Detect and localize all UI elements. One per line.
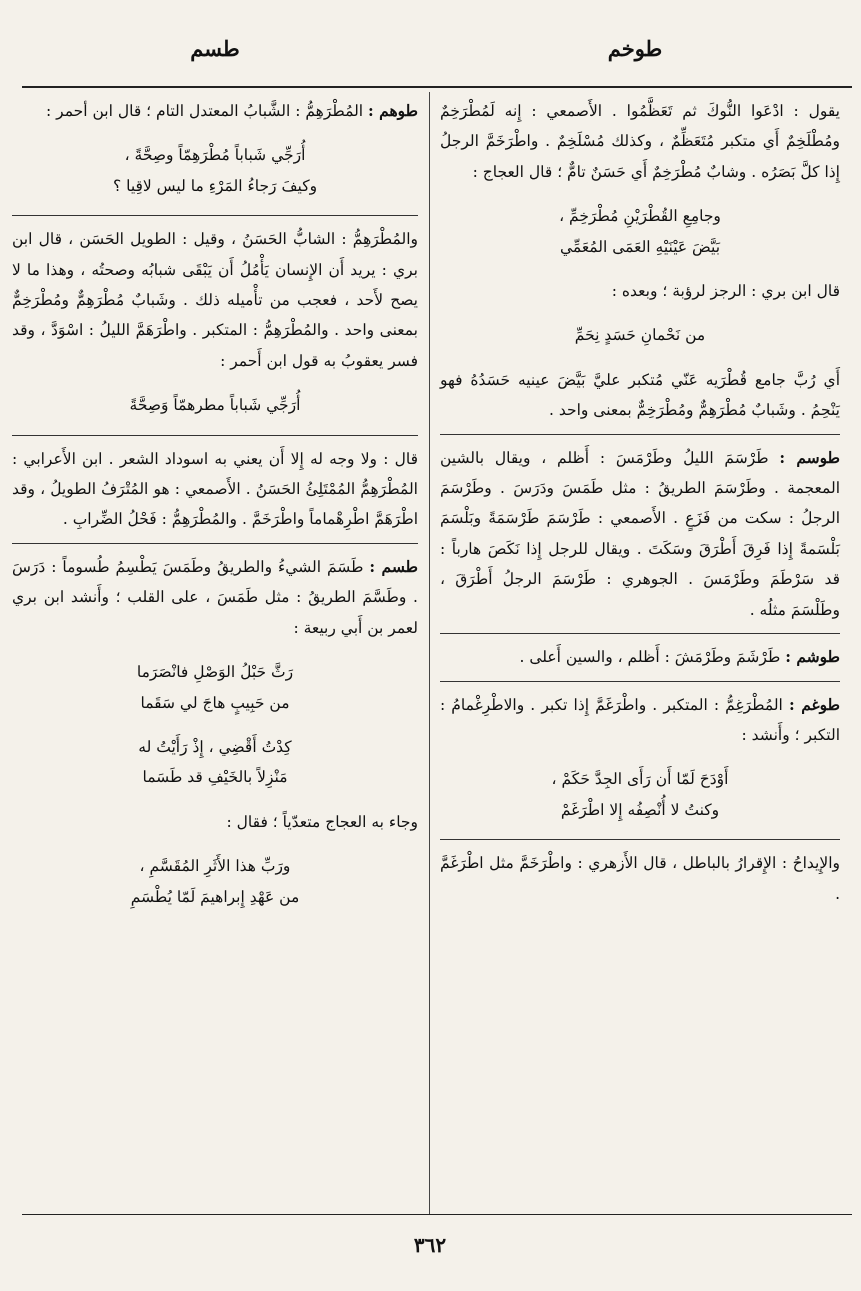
header-rule: [22, 86, 852, 88]
header-left-word: طسم: [190, 36, 240, 61]
entry-separator: [12, 543, 418, 544]
dictionary-entry: [440, 690, 840, 751]
dictionary-entry: [12, 96, 418, 126]
verse-line: أَوْدَحَ لَمّا أَن رَأَى الجِدَّ حَكَمْ ،: [551, 770, 729, 789]
entry-separator: [440, 434, 840, 435]
verse-line: كِدْتُ أَقْضِي ، إِذْ رَأَيْتُ له: [138, 737, 292, 756]
entry-text: المُطْرَغِمُّ : المتكبر . واطْرَغَمَّ إِذا تكبر . والاطْرِغْمامُ : التكبر ؛ وأَنشد :: [440, 695, 840, 744]
header-right-word: طوخم: [607, 36, 663, 61]
verse-line: وكيفَ رَجاءُ المَرْءِ ما ليس لاقِيا ؟: [112, 176, 318, 195]
entry-text: طَرْشَمَ وطَرْمَشَ : أَظلم ، والسين أَعلى .: [519, 648, 781, 667]
entry-separator: [440, 681, 840, 682]
verse-line: من عَهْدِ إِبراهيمَ لَمّا يُطْسَمِ: [130, 887, 300, 906]
dictionary-entry: [440, 443, 840, 625]
entry-text: طَسَمَ الشيءُ والطريقُ وطَمَسَ يَطْسِمُ طُسوماً : دَرَسَ . وطَسَّمَ الطريقُ : مثل طَمَسَ ، على القلب ؛ وأَنشد ابن بري لعمر بن أَبي ربيعة :: [12, 557, 418, 637]
verse-line: من نَحْمانِ حَسَدٍ نِحَمِّ: [574, 326, 706, 345]
paragraph: أَي رُبَّ جامع قُطْرَيه عَنّي مُتكبر عليَّ بَيَّضَ عينيه حَسَدُهُ فهو يَنْحِمُ . وشَبابٌ مُطْرَهِمٌّ ومُطْرَخِمٌّ بمعنى واحد .: [440, 370, 840, 420]
verse-line: مَنْزِلاً بالخَيْفِ قد طَسَما: [142, 768, 288, 787]
paragraph: وجاء به العجاج متعدّياً ؛ فقال :: [226, 812, 418, 831]
verse-line: رَثَّ حَبْلُ الوَصْلِ فانْصَرَما: [136, 663, 294, 682]
verse-block: [12, 732, 418, 793]
verse-line: أُرَجِّي شَباباً مطرهمّاً وَصِحَّةً: [129, 396, 301, 415]
entry-headword: طوسم :: [779, 447, 840, 467]
verse-block: [440, 201, 840, 262]
entry-headword: طسم :: [369, 556, 418, 576]
verse-line: أُرَجِّي شَباباً مُطْرَهِمّاً وصِحَّةً ،: [124, 146, 306, 165]
entry-separator: [12, 215, 418, 216]
entry-headword: طوهم :: [368, 101, 418, 120]
verse-block: [12, 140, 418, 201]
paragraph: والمُطْرَهِمُّ : الشابُّ الحَسَنُ ، وقيل : الطويل الحَسَن ، قال ابن بري : يريد أَن الإِنسان يَأْمُلُ أَن يَبْقَى شبابُه وصحتُه ، وهذا ما لا يصح لأَحد ، فعجب من تأْميله ذلك . وشَبابٌ مُطْرَهِمٌّ ومُطْرَخِمٌّ بمعنى واحد . والمُطْرَهِمُّ : المتكبر . واطْرَهَمَّ الليلُ : اسْوَدَّ ، وقد فسر يعقوبُ به قول ابن أَحمر :: [12, 230, 418, 370]
verse-block: [12, 390, 418, 420]
paragraph: والإِيداحُ : الإِقرارُ بالباطل ، قال الأَزهري : واطْرَخَمَّ مثل اطْرَغَمَّ .: [440, 854, 840, 903]
verse-line: وكنتُ لا أُنْصِفُه إِلا اطْرَغَمْ: [560, 800, 720, 819]
paragraph: قال : ولا وجه له إِلا أَن يعني به اسوداد الشعر . ابن الأَعرابي : المُطْرَهِمُّ المُمْتَلِئُ الحَسَنُ . الأَصمعي : هو المُتْرَفُ الطويلُ ، وقد اطْرَهَمَّ اطْرِهْماماً واطْرَخَمَّ . والمُطْرَهِمُّ : فَحْلُ الضِّرابِ .: [12, 449, 418, 529]
footer-rule: [22, 1214, 852, 1215]
verse-block: [12, 657, 418, 718]
paragraph: يقول : ادْعَوا النُّوكَ ثم تَعَظَّمُوا . الأَصمعي : إِنه لَمُطْرَخِمٌ ومُطْلَخِمٌ أَي متكبر مُتَعَظِّمٌ ، وكذلك مُسْلَخِمٌ . واطْرَخَمَّ الرجلُ إِذا كلَّ بَصَرُه . وشابٌ مُطْرَخِمٌ أَي حَسَنٌ تامٌّ ؛ قال العجاج :: [440, 102, 840, 181]
left-column: [12, 96, 418, 926]
verse-line: من حَبِيبٍ هاجَ لي سَقَما: [140, 693, 290, 712]
verse-block: [440, 764, 840, 825]
verse-line: ورَبِّ هذا الأَثَرِ المُقَسَّمِ ،: [139, 857, 291, 876]
entry-separator: [12, 435, 418, 436]
entry-separator: [440, 633, 840, 634]
entry-separator: [440, 839, 840, 840]
paragraph: قال ابن بري : الرجز لرؤبة ؛ وبعده :: [611, 282, 840, 301]
entry-text: طَرْسَمَ الليلُ وطَرْمَسَ : أَظلم ، ويقال بالشين المعجمة . وطَرْسَمَ الطريقُ : مثل طَمَسَ ودَرَسَ . وطَرْسَمَ الرجلُ : سكت من فَزَعٍ . الأَصمعي : طَرْسَمَ طَرْسَمَةً وبَلْسَمَ بَلْسَمةً إِذا فَرِقَ أَطْرَقَ وسَكَتَ . ويقال للرجل إِذا نَكَصَ هارباً : قد سَرْطَمَ وطَرْمَسَ . الجوهري : طَرْسَمَ الرجلُ أَطْرَقَ ، وطَلْسَمَ مثلُه .: [440, 448, 840, 619]
entry-headword: طوغم :: [788, 694, 840, 714]
verse-block: [440, 320, 840, 350]
dictionary-entry: [440, 642, 840, 672]
verse-line: وجامِعِ القُطْرَيْنِ مُطْرَخِمِّ ،: [559, 207, 721, 226]
entry-headword: طوشم :: [785, 647, 840, 667]
dictionary-entry: [12, 552, 418, 643]
right-column: [440, 96, 840, 909]
verse-block: [12, 851, 418, 912]
column-divider: [429, 92, 430, 1214]
entry-text: المُطْرَهِمُّ : الشَّبابُ المعتدل التام ؛ قال ابن أحمر :: [46, 102, 364, 120]
page-number: ٣٦٢: [413, 1233, 447, 1257]
verse-line: بَيَّضَ عَيْنَيْهِ العَمَى المُعَمِّي: [559, 237, 721, 256]
